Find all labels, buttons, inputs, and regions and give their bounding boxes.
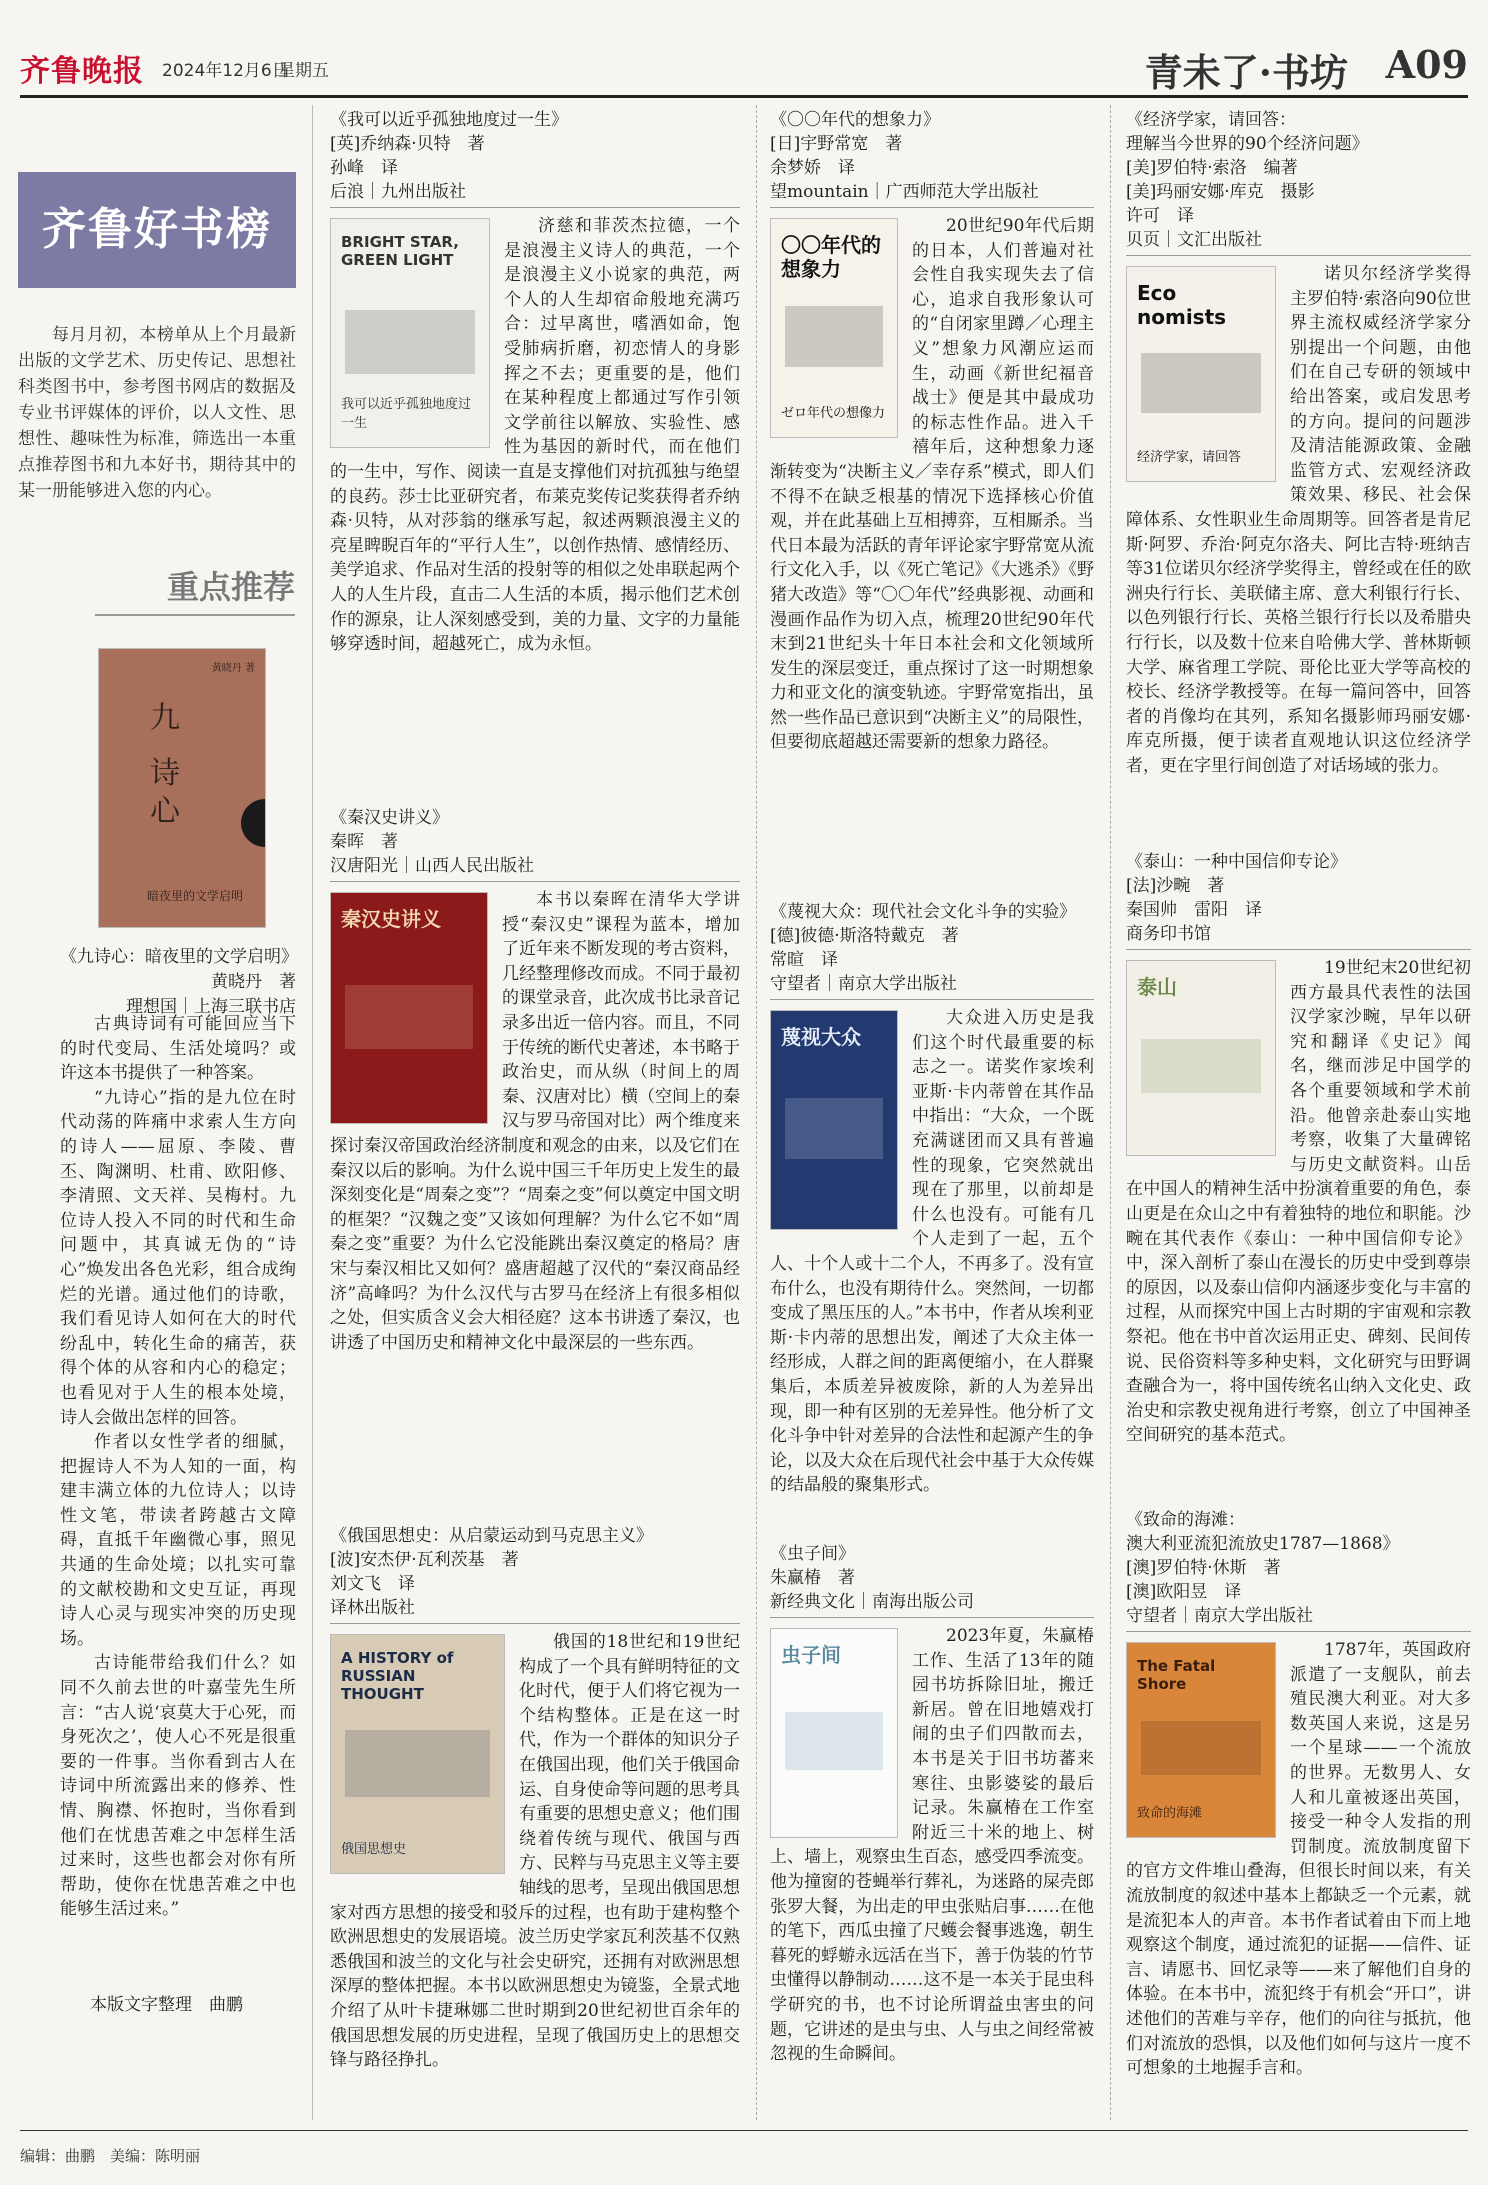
book-cover[interactable]: [1126, 1642, 1276, 1838]
book-cover[interactable]: [330, 892, 488, 1124]
footer-credits: 编辑：曲鹏 美编：陈明丽: [20, 2147, 201, 2165]
book-translator: 秦国帅 雷阳 译: [1126, 900, 1262, 920]
book-cover[interactable]: [1126, 960, 1276, 1156]
review-paragraph: 作者以女性学者的细腻，把握诗人不为人知的一面，构建丰满立体的九位诗人；以诗性文笔，带读者跨越古文障碍，直抵千年幽微心事，照见共通的生命处境；以扎实可靠的文献校勘和文史互证，再现诗人心灵与现实冲突的历史现场。: [60, 1432, 296, 1649]
cover-subtitle: 俄国思想史: [341, 1842, 407, 1857]
book-translator: 刘文飞 译: [330, 1574, 415, 1594]
featured-book-title: 《九诗心：暗夜里的文学启明》: [60, 947, 298, 967]
book-entry: [1126, 850, 1471, 1448]
book-author: [英]乔纳森·贝特 著: [330, 134, 485, 154]
book-header: [330, 1524, 740, 1624]
cover-artwork: [1141, 1039, 1261, 1093]
book-author: 秦晖 著: [330, 832, 398, 852]
book-entry: [330, 1524, 740, 2073]
book-publisher: 新经典文化｜南海出版公司: [770, 1590, 1094, 1618]
featured-book-review: [60, 1012, 296, 1922]
intro-text: 每月月初，本榜单从上个月最新出版的文学艺术、历史传记、思想社科类图书中，参考图书网店的数据及专业书评媒体的评价，以人文性、思想性、趣味性为标准，筛选出一本重点推荐图书和九本好书，期待其中的某一册能够进入您的内心。: [18, 325, 296, 501]
book-header: [770, 900, 1094, 1000]
cover-artwork: [345, 310, 475, 374]
section-name: 青未了·书坊: [1144, 50, 1348, 95]
cover-title: 蔑视大众: [781, 1025, 861, 1049]
book-header: [770, 1542, 1094, 1618]
book-title: 《俄国思想史：从启蒙运动到马克思主义》: [330, 1526, 653, 1546]
book-header: [1126, 108, 1471, 256]
book-translator: [澳]欧阳昱 译: [1126, 1582, 1242, 1602]
book-author: [德]彼德·斯洛特戴克 著: [770, 926, 959, 946]
book-entry: [770, 1542, 1094, 2067]
book-author: 朱赢椿 著: [770, 1568, 855, 1588]
book-header: [330, 806, 740, 882]
cover-author: 黄晓丹 著: [211, 663, 255, 674]
book-entry: [770, 108, 1094, 755]
book-publisher: 望mountain｜广西师范大学出版社: [770, 180, 1094, 208]
review-paragraph: 古典诗词有可能回应当下的时代变局、生活处境吗？或许这本书提供了一种答案。: [60, 1014, 296, 1084]
cover-title: Eco nomists: [1137, 281, 1227, 329]
book-review: 济慈和菲茨杰拉德，一个是浪漫主义诗人的典范，一个是浪漫主义小说家的典范，两个人的人生却宿命般地充满巧合：过早离世，嗜酒如命，饱受肺病折磨，初恋情人的身影挥之不去；更重要的是，他们在某种程度上都通过写作引领文学前往以解放、实验性、感性为基因的新时代，而在他们的一生中，写作、阅读一直是支撑他们对抗孤独与绝望的良药。莎士比亚研究者，布莱克奖传记奖获得者乔纳森·贝特，从对莎翁的继承写起，叙述两颗浪漫主义的亮星睥睨百年的“平行人生”，以创作热情、感情经历、美学追求、作品对生活的投射等的相似之处串联起两个人的人生片段，直击二人生活的本质，揭示他们艺术创作的源泉，让人深刻感受到，美的力量、文字的力量能够穿透时间，超越死亡，成为永恒。: [330, 216, 740, 655]
book-publisher: 守望者｜南京大学出版社: [1126, 1604, 1471, 1632]
column-divider: [312, 105, 313, 2120]
book-entry: [770, 900, 1094, 1498]
book-header: [770, 108, 1094, 208]
cover-artwork: [785, 1098, 883, 1159]
cover-title: 〇〇年代的想象力: [781, 233, 881, 281]
book-entry: [330, 108, 740, 657]
book-author: [美]玛丽安娜·库克 摄影: [1126, 182, 1315, 202]
book-title: 《秦汉史讲义》: [330, 808, 449, 828]
cover-title: BRIGHT STAR, GREEN LIGHT: [341, 233, 459, 269]
featured-book-info: [60, 945, 296, 1020]
column-divider: [1110, 105, 1111, 2120]
book-header: [1126, 1508, 1471, 1632]
book-title: 澳大利亚流犯流放史1787—1868》: [1126, 1534, 1400, 1554]
cover-artwork: [1141, 353, 1261, 413]
featured-book-publisher: 理想国｜上海三联书店: [126, 997, 296, 1017]
book-review: 2023年夏，朱赢椿工作、生活了13年的随园书坊拆除旧址，搬迁新居。曾在旧地嬉戏打闹的虫子们四散而去，本书是关于旧书坊蕃来寒往、虫影婆娑的最后记录。朱赢椿在工作室附近三十米的地上、树上、墙上，观察虫生百态，感受四季流变。他为撞窗的苍蝇举行葬礼，为迷路的屎壳郎张罗大餐，为出走的甲虫张贴启事……在他的笔下，西瓜虫撞了尺蠖会餐事逃逸，朝生暮死的蜉蝣永远活在当下，善于伪装的竹节虫懂得以静制动……这不是一本关于昆虫科学研究的书，也不讨论所谓益虫害虫的问题，它讲述的是虫与虫、人与虫之间经常被忽视的生命瞬间。: [770, 1626, 1094, 2065]
cover-artwork: [1141, 1721, 1261, 1775]
book-title: 《经济学家，请回答：: [1126, 110, 1296, 130]
book-translator: 常暄 译: [770, 950, 838, 970]
featured-book-cover[interactable]: [98, 648, 266, 928]
book-header: [1126, 850, 1471, 950]
book-title: 《〇〇年代的想象力》: [770, 110, 940, 130]
book-publisher: 贝页｜文汇出版社: [1126, 228, 1471, 256]
cover-title: The Fatal Shore: [1137, 1657, 1216, 1693]
cover-title: 秦汉史讲义: [341, 907, 441, 931]
book-entry: [1126, 108, 1471, 778]
cover-title: 虫子间: [781, 1643, 841, 1667]
cover-title: 泰山: [1137, 975, 1177, 999]
book-author: [法]沙畹 著: [1126, 876, 1225, 896]
cover-ornament: [241, 799, 266, 847]
cover-artwork: [345, 1730, 490, 1797]
cover-artwork: [785, 1712, 883, 1770]
book-review: 诺贝尔经济学奖得主罗伯特·索洛向90位世界主流权威经济学家分别提出一个问题，由他们在自己专研的领域中给出答案，或启发思考的方向。提问的问题涉及清洁能源政策、金融监管方式、宏观经济政策效果、移民、社会保障体系、女性职业生命周期等。回答者是肯尼斯·阿罗、乔治·阿克尔洛夫、阿比吉特·班纳吉等31位诺贝尔经济学奖得主，曾经或在任的欧洲央行行长、美联储主席、意大利银行行长、以色列银行行长、英格兰银行行长以及希腊央行行长，以及数十位来自哈佛大学、普林斯顿大学、麻省理工学院、哥伦比亚大学等高校的校长、经济学教授等。在每一篇问答中，回答者的肖像均在其列，系知名摄影师玛丽安娜·库克所摄，便于读者直观地认识这位经济学者，更在字里行间创造了对话场域的张力。: [1126, 264, 1471, 776]
book-cover[interactable]: [330, 1634, 505, 1874]
book-publisher: 汉唐阳光｜山西人民出版社: [330, 854, 740, 882]
newspaper-logo: 齐鲁晚报: [20, 54, 144, 89]
book-publisher: 后浪｜九州出版社: [330, 180, 740, 208]
book-author: [美]罗伯特·索洛 编著: [1126, 158, 1298, 178]
editor-credit: 本版文字整理 曲鹏: [90, 1995, 243, 2015]
column-divider: [756, 105, 757, 2120]
book-review: 1787年，英国政府派遣了一支舰队，前去殖民澳大利亚。对大多数英国人来说，这是另一个星球——一个流放的世界。无数男人、女人和儿童被逐出英国，接受一种令人发指的刑罚制度。流放制度留下的官方文件堆山叠海，但很长时间以来，有关流放制度的叙述中基本上都缺乏一个元素，就是流犯本人的声音。本书作者试着由下而上地观察这个制度，通过流犯的证据——信件、证言、请愿书、回忆录等——来了解他们自身的体验。在本书中，流犯终于有机会“开口”，讲述他们的苦难与辛存，他们的向往与抵抗，他们对流放的恐惧，以及他们如何与这片一度不可想象的土地握手言和。: [1126, 1640, 1471, 2079]
book-review: 20世纪90年代后期的日本，人们普遍对社会性自我实现失去了信心，追求自我形象认可的“自闭家里蹲／心理主义”想象力风潮应运而生，动画《新世纪福音战士》便是其中最成功的标志性作品。进入千禧年后，这种想象力逐渐转变为“决断主义／幸存系”模式，即人们不得不在缺乏根基的情况下选择核心价值观，并在此基础上互相搏弈，互相厮杀。当代日本最为活跃的青年评论家宇野常宽从流行文化入手，以《死亡笔记》《大逃杀》《野猪大改造》等“〇〇年代”经典影视、动画和漫画作品作为切入点，梳理20世纪90年代末到21世纪头十年日本社会和文化领域所发生的深层变迁，重点探讨了这一时期想象力和亚文化的演变轨迹。宇野常宽指出，虽然一些作品已意识到“决断主义”的局限性，但要彻底超越还需要新的想象力路径。: [770, 216, 1094, 753]
book-title: 《我可以近乎孤独地度过一生》: [330, 110, 568, 130]
issue-date: 2024年12月6日: [162, 61, 289, 81]
book-translator: 孙峰 译: [330, 158, 398, 178]
page-number: A09: [1385, 42, 1468, 87]
book-review: 19世纪末20世纪初西方最具代表性的法国汉学家沙畹，早年以研究和翻译《史记》闻名，继而涉足中国学的各个重要领域和学术前沿。他曾亲赴泰山实地考察，收集了大量碑铭与历史文献资料。山岳在中国人的精神生活中扮演着重要的角色，泰山更是在众山之中有着独特的地位和职能。沙畹在其代表作《泰山：一种中国信仰专论》中，深入剖析了泰山在漫长的历史中受到尊崇的原因，以及泰山信仰内涵逐步变化与丰富的过程，从而探究中国上古时期的宇宙观和宗教祭祀。他在书中首次运用正史、碑刻、民间传说、民俗资料等多种史料，文化研究与田野调查融合为一，将中国传统名山纳入文化史、政治史和宗教史视角进行考察，创立了中国神圣空间研究的基本范式。: [1126, 958, 1471, 1446]
review-paragraph: “九诗心”指的是九位在时代动荡的阵痛中求索人生方向的诗人——屈原、李陵、曹丕、陶渊明、杜甫、欧阳修、李清照、文天祥、吴梅村。九位诗人投入不同的时代和生命问题中，其真诚无伪的“诗心”焕发出各色光彩，组合成绚烂的光谱。通过他们的诗歌，我们看见诗人如何在大的时代纷乱中，转化生命的痛苦，获得个体的从容和内心的稳定；也看见对于人生的根本处境，诗人会做出怎样的回答。: [60, 1087, 296, 1428]
cover-title: 九 诗心: [144, 701, 179, 833]
top-rule: [20, 95, 1468, 98]
cover-subtitle: 致命的海滩: [1137, 1806, 1203, 1821]
list-title: 齐鲁好书榜: [18, 172, 296, 288]
book-publisher: 译林出版社: [330, 1596, 740, 1624]
cover-subtitle: ゼロ年代の想像力: [781, 406, 886, 421]
cover-artwork: [345, 985, 473, 1049]
cover-title: A HISTORY of RUSSIAN THOUGHT: [341, 1649, 454, 1703]
issue-weekday: 星期五: [278, 61, 329, 81]
book-cover[interactable]: [770, 1010, 898, 1230]
book-review: 俄国的18世纪和19世纪构成了一个具有鲜明特征的文化时代，便于人们将它视为一个结构整体。正是在这一时代，作为一个群体的知识分子在俄国出现，他们关于俄国命运、自身使命等问题的思考具有重要的思想史意义；他们围绕着传统与现代、俄国与西方、民粹与马克思主义等主要轴线的思考，呈现出俄国思想家对西方思想的接受和驳斥的过程，也有助于建构整个欧洲思想史的发展语境。波兰历史学家瓦利茨基不仅熟悉俄国和波兰的文化与社会史研究，还拥有对欧洲思想深厚的整体把握。本书以欧洲思想史为镜鉴，全景式地介绍了从叶卡捷琳娜二世时期到20世纪初世百余年的俄国思想发展的历史进程，呈现了俄国历史上的思想交锋与路径挣扎。: [330, 1632, 740, 2071]
bottom-rule: [20, 2130, 1468, 2131]
book-title: 理解当今世界的90个经济问题》: [1126, 134, 1369, 154]
book-translator: 许可 译: [1126, 206, 1194, 226]
cover-subtitle: 我可以近乎孤独地度过一生: [341, 397, 472, 431]
book-translator: 余梦娇 译: [770, 158, 855, 178]
book-review: 本书以秦晖在清华大学讲授“秦汉史”课程为蓝本，增加了近年来不断发现的考古资料，几经整理修改而成。不同于最初的课堂录音，此次成书比录音记录多出近一倍内容。而且，不同于传统的断代史著述，本书略于政治史，而从纵（时间上的周秦、汉唐对比）横（空间上的秦汉与罗马帝国对比）两个维度来探讨秦汉帝国政治经济制度和观念的由来，以及它们在秦汉以后的影响。为什么说中国三千年历史上发生的最深刻变化是“周秦之变”？“周秦之变”何以奠定中国文明的框架？“汉魏之变”又该如何理解？为什么它不如“周秦之变”重要？为什么它没能跳出秦汉奠定的格局？唐宋与秦汉相比又如何？盛唐超越了汉代的“秦汉商品经济”高峰吗？为什么汉代与古罗马在经济上有很多相似之处，但实质含义会大相径庭？这本书讲透了秦汉，也讲透了中国历史和精神文化中最深层的一些东西。: [330, 890, 740, 1353]
book-publisher: 商务印书馆: [1126, 922, 1471, 950]
book-review: 大众进入历史是我们这个时代最重要的标志之一。诺奖作家埃利亚斯·卡内蒂曾在其作品中指出：“大众，一个既充满谜团而又具有普遍性的现象，它突然就出现在了那里，以前却是什么也没有。可能有几个人走到了一起，五个人、十个人或十二个人，不再多了。没有宣布什么，也没有期待什么。突然间，一切都变成了黑压压的人。”本书中，作者从埃利亚斯·卡内蒂的思想出发，阐述了大众主体一经形成，人群之间的距离便缩小，在人群聚集后，本质差异被废除，新的人为差异出现，即一种有区别的无差异性。他分析了文化斗争中针对差异的合法性和起源产生的争论，以及大众在后现代社会中基于大众传媒的结晶般的聚集形式。: [770, 1008, 1094, 1496]
featured-label: 重点推荐: [95, 562, 295, 616]
book-author: [澳]罗伯特·休斯 著: [1126, 1558, 1281, 1578]
book-header: [330, 108, 740, 208]
cover-artwork: [785, 306, 883, 367]
book-publisher: 守望者｜南京大学出版社: [770, 972, 1094, 1000]
featured-book-author: 黄晓丹 著: [211, 972, 296, 992]
cover-subtitle: 暗夜里的文学启明: [147, 889, 244, 903]
review-paragraph: 古诗能带给我们什么？如同不久前去世的叶嘉莹先生所言：“古人说‘哀莫大于心死，而身死次之’，使人心不死是很重要的一件事。当你看到古人在诗词中所流露出来的修养、性情、胸襟、怀抱时，当你看到他们在忧患苦难之中怎样生活过来时，这些也都会对你有所帮助，使你在忧患苦难之中也能够生活过来。”: [60, 1653, 296, 1920]
cover-subtitle: 经济学家，请回答: [1137, 450, 1242, 465]
book-cover[interactable]: [770, 218, 898, 438]
book-entry: [1126, 1508, 1471, 2081]
book-title: 《致命的海滩：: [1126, 1510, 1245, 1530]
book-cover[interactable]: [330, 218, 490, 448]
book-title: 《泰山：一种中国信仰专论》: [1126, 852, 1347, 872]
book-cover[interactable]: [770, 1628, 898, 1838]
book-cover[interactable]: [1126, 266, 1276, 482]
book-author: [日]宇野常宽 著: [770, 134, 903, 154]
book-entry: [330, 806, 740, 1355]
book-title: 《虫子间》: [770, 1544, 855, 1564]
book-title: 《蔑视大众：现代社会文化斗争的实验》: [770, 902, 1076, 922]
book-author: [波]安杰伊·瓦利茨基 著: [330, 1550, 519, 1570]
